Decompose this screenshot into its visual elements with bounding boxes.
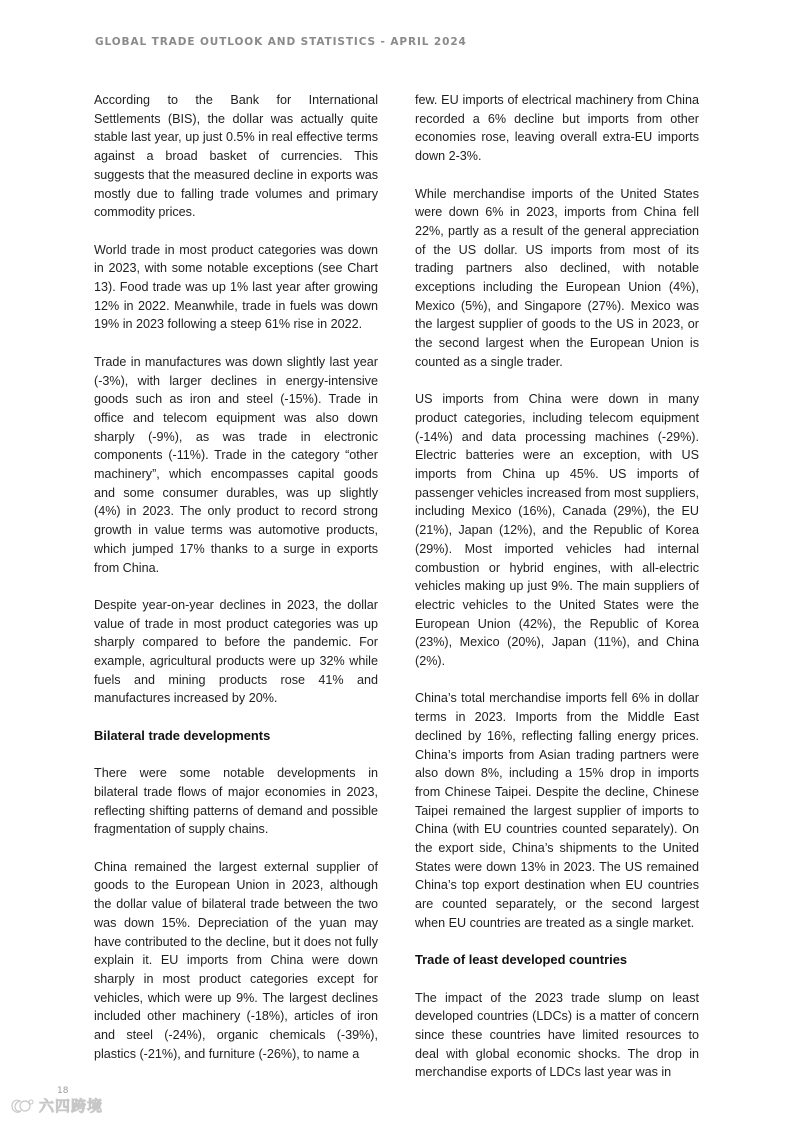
section-heading: Bilateral trade developments (94, 727, 271, 743)
paragraph: China remained the largest external supplier of goods to the European Union in 2023, although the dollar value of bilateral trade between the two was down 15%. Depreciation of the yuan may have contributed to the decline, but it does not fully explain it. EU imports from China were down sharply in most product categories except for vehicles, which were up 9%. The largest declines included other machinery (-18%), articles of iron and steel (-24%), organic chemicals (-39%), plastics (-21%), and furniture (-26%), to name a (94, 859, 378, 1061)
paragraph: China’s total merchandise imports fell 6% in dollar terms in 2023. Imports from the Middle East declined by 16%, reflecting falling energy prices. China’s imports from Asian trading partners were also down 8%, including a 15% drop in imports from Chinese Taipei. Despite the decline, Chinese Taipei remained the largest supplier of imports to China (with EU countries counted separately). On the export side, China’s shipments to the United States were down 13% in 2023. The US remained China’s top export destination when EU countries are counted separately, or the second largest when EU countries are treated as a single market. (415, 691, 699, 930)
paragraph: World trade in most product categories was down in 2023, with some notable exceptions (see Chart 13). Food trade was up 1% last year after growing 12% in 2022. Meanwhile, trade in fuels was down 19% in 2023 following a steep 61% rise in 2022. (94, 242, 378, 332)
paragraph: Trade in manufactures was down slightly last year (-3%), with larger declines in energy-intensive goods such as iron and steel (-15%). Trade in office and telecom equipment was also down sharply (-9%), as was trade in electronic components (-11%). Trade in the category “other machinery”, which encompasses capital goods and some consumer durables, was up slightly (4%) in 2023. The only product to record strong growth in value terms was automotive products, which jumped 17% thanks to a surge in exports from China. (94, 354, 378, 575)
watermark-logo-icon (6, 1096, 36, 1116)
watermark-text: 六四跨境 (39, 1097, 104, 1115)
paragraph: According to the Bank for International Settlements (BIS), the dollar was actually quite stable last year, up just 0.5% in real effective terms against a broad basket of currencies. This suggests that the measured decline in exports was mostly due to falling trade volumes and primary commodity prices. (94, 93, 378, 220)
left-column (94, 91, 378, 1082)
paragraph: There were some notable developments in bilateral trade flows of major economies in 2023, reflecting shifting patterns of demand and possible fragmentation of supply chains. (94, 766, 378, 837)
section-heading: Trade of least developed countries (415, 952, 628, 968)
running-header: GLOBAL TRADE OUTLOOK AND STATISTICS - APRIL 2024 (95, 36, 467, 48)
paragraph: While merchandise imports of the United States were down 6% in 2023, imports from China fell 22%, partly as a result of the general appreciation of the US dollar. US imports from most of its trading partners also declined, with notable exceptions including the European Union (4%), Mexico (5%), and Singapore (27%). Mexico was the largest supplier of goods to the US in 2023, or the second largest when the European Union is counted as a single trader. (415, 186, 699, 369)
page-number: 18 (57, 1086, 69, 1096)
paragraph: The impact of the 2023 trade slump on least developed countries (LDCs) is a matter of concern since these countries have limited resources to deal with global economic shocks. The drop in merchandise exports of LDCs last year was in (415, 990, 699, 1080)
watermark (6, 1095, 103, 1116)
paragraph: Despite year-on-year declines in 2023, the dollar value of trade in most product categories was up sharply compared to before the pandemic. For example, agricultural products were up 32% while fuels and mining products rose 41% and manufactures increased by 20%. (94, 597, 378, 706)
paragraph: few. EU imports of electrical machinery from China recorded a 6% decline but imports from other economies rose, leaving overall extra-EU imports down 2-3%. (415, 93, 699, 164)
right-column (415, 91, 699, 1101)
paragraph: US imports from China were down in many product categories, including telecom equipment (-14%) and data processing machines (-29%). Electric batteries were an exception, with US imports from China up 45%. US imports of passenger vehicles increased from most suppliers, including Mexico (16%), Canada (29%), the EU (21%), Japan (12%), and the Republic of Korea (29%). Most imported vehicles had internal combustion or hybrid engines, with all-electric vehicles making up just 9%. The main suppliers of electric vehicles to the United States were the European Union (42%), the Republic of Korea (23%), Mexico (20%), Japan (11%), and China (2%). (415, 392, 699, 669)
